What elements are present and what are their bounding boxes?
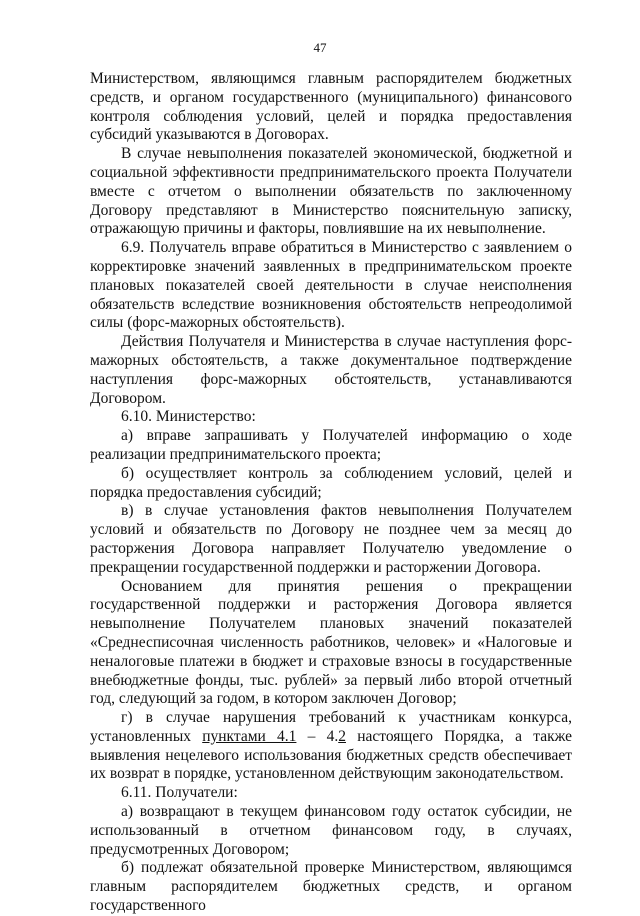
paragraph-6-10-heading: 6.10. Министерство: — [121, 408, 256, 426]
paragraph-6-10-a: а) вправе запрашивать у Получателей информацию о ходе реализации предпринимательского проекта; — [90, 427, 572, 463]
paragraph-6-10-v: в) в случае установления фактов невыполнения Получателем условий и обязательств по Договору не позднее чем за месяц до расторжения Договора направляет Получателю уведомление о прекращении государственной поддержки и расторжении Договора. — [90, 502, 572, 576]
paragraph-6-10-b: б) осуществляет контроль за соблюдением условий, целей и порядка предоставления субсидий; — [90, 464, 572, 501]
paragraph-6-10-g-text-end: настоящего Порядка, а также выявления нецелевого использования бюджетных средств обеспечивает их возврат в порядке, установленном действующим законодательством. — [90, 727, 572, 783]
paragraph-6-9: 6.9. Получатель вправе обратиться в Министерство с заявлением о корректировке значений заявленных в предпринимательском проекте плановых показателей своей деятельности в случае неисполнения обязательств вследствие возникновения обстоятельств непреодолимой силы (форс-мажорных обстоятельств). — [90, 239, 572, 332]
clause-link-4-2[interactable]: 2 — [338, 727, 346, 745]
clause-link-4-1[interactable]: пунктами 4.1 — [202, 727, 297, 745]
paragraph-6-11-b: б) подлежат обязательной проверке Министерством, являющимся главным распорядителем бюджетных средств, и органом государственного — [90, 859, 572, 915]
paragraph-6-10-g-text-start: г) в случае нарушения требований к участникам конкурса, установленных — [90, 709, 572, 745]
page-number: 47 — [313, 40, 327, 55]
paragraph-6-11-a: а) возвращают в текущем финансовом году остаток субсидии, не использованный в отчетном финансовом году, в случаях, предусмотренных Договором; — [90, 803, 572, 858]
document-body — [90, 70, 572, 916]
paragraph-2: В случае невыполнения показателей экономической, бюджетной и социальной эффективности предпринимательского проекта Получатели вместе с отчетом о выполнении обязательств по заключенному Договору представляют в Министерство пояснительную записку, отражающую причины и факторы, повлиявшие на их невыполнение. — [90, 145, 572, 238]
paragraph-grounds: Основанием для принятия решения о прекращении государственной поддержки и расторжения Договора является невыполнение Получателем плановых значений показателей «Среднесписочная численность работников, человек» и «Налоговые и неналоговые платежи в бюджет и страховые взносы в государственные внебюджетные фонды, тыс. рублей» за первый либо второй отчетный год, следующий за годом, в котором заключен Договор; — [90, 577, 572, 708]
paragraph-1: Министерством, являющимся главным распорядителем бюджетных средств, и органом государственного (муниципального) финансового контроля соблюдения условий, целей и порядка предоставления субсидий указываются в Договорах. — [90, 70, 572, 144]
clause-range-dash: – 4. — [296, 727, 339, 745]
paragraph-6-10-g — [90, 709, 572, 784]
paragraph-6-11-heading: 6.11. Получатели: — [121, 784, 238, 802]
paragraph-force-majeure: Действия Получателя и Министерства в случае наступления форс-мажорных обстоятельств, а также документальное подтверждение наступления форс-мажорных обстоятельств, устанавливаются Договором. — [90, 333, 572, 407]
